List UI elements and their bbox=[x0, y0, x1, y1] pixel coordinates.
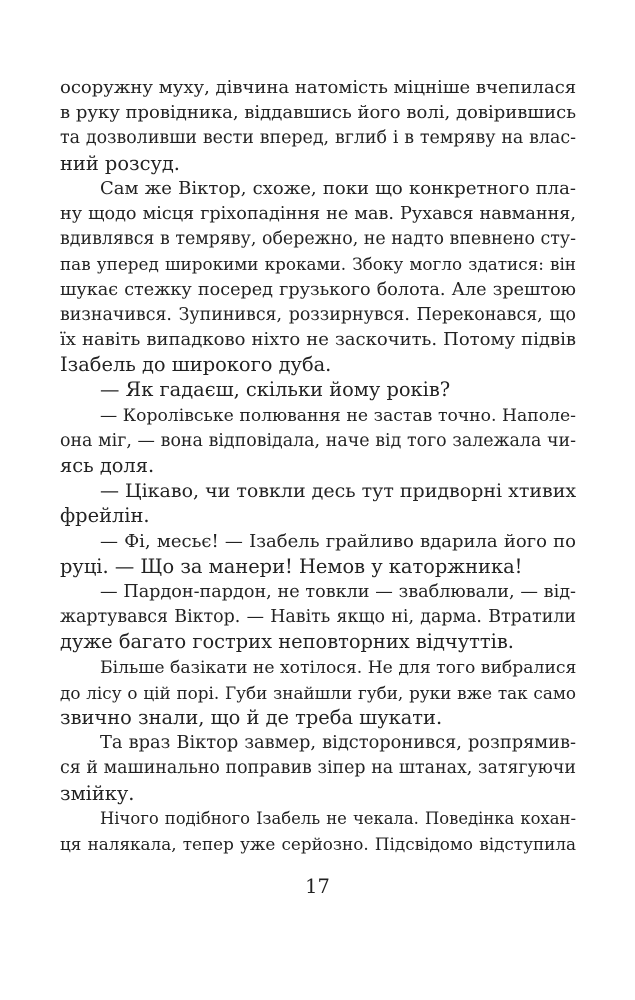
text-line: вдивлявся в темряву, обережно, не надто впевнено сту- bbox=[60, 229, 576, 250]
text-line: осоружну муху, дівчина натомість міцніше вчепилася bbox=[60, 77, 577, 98]
text-line: ся й машинально поправив зіпер на штанах, затягуючи bbox=[60, 758, 576, 779]
text-line: дуже багато гострих неповторних відчуттів. bbox=[60, 630, 514, 654]
paragraph-first-line: — Фі, месьє! — Ізабель грайливо вдарила його по bbox=[100, 530, 576, 552]
text-line: пав уперед широкими кроками. Збоку могло здатися: він bbox=[60, 254, 576, 275]
text-line: до лісу о цій порі. Губи знайшли губи, руки вже так само bbox=[60, 682, 576, 703]
paragraph-first-line: — Королівське полювання не застав точно. Наполе- bbox=[100, 405, 576, 426]
text-line: в руку провідника, віддавшись його волі, довірившись bbox=[60, 102, 577, 124]
text-line: фрейлін. bbox=[60, 504, 150, 528]
paragraph-first-line: Сам же Віктор, схоже, поки що конкретного пла- bbox=[100, 177, 576, 199]
paragraph-first-line: — Як гадаєш, скільки йому років? bbox=[100, 378, 451, 402]
text-line: ясь доля. bbox=[60, 454, 155, 477]
text-line: жартувався Віктор. — Навіть якщо ні, дарма. Втратили bbox=[60, 607, 576, 628]
text-line: руці. — Що за манери! Немов у каторжника! bbox=[60, 554, 523, 578]
text-line: визначився. Зупинився, роззирнувся. Переконався, що bbox=[60, 304, 576, 325]
text-line: шукає стежку посеред грузького болота. Але зрештою bbox=[60, 279, 576, 300]
text-line: ну щодо місця гріхопадіння не мав. Рухався навмання, bbox=[60, 204, 576, 224]
text-line: она міг, — вона відповідала, наче від того залежала чи- bbox=[60, 430, 576, 451]
paragraph-first-line: Та враз Віктор завмер, відсторонився, розпрямив- bbox=[100, 732, 576, 754]
text-line: Ізабель до широкого дуба. bbox=[60, 353, 332, 377]
text-line: звично знали, що й де треба шукати. bbox=[60, 706, 443, 729]
text-line: та дозволивши вести вперед, вглиб і в темряву на влас- bbox=[60, 128, 576, 149]
paragraph-first-line: — Пардон-пардон, не товкли — зваблювали, — від- bbox=[100, 582, 576, 602]
text-line: ця налякала, тепер уже серйозно. Підсвідомо відступила bbox=[60, 834, 576, 854]
paragraph-first-line: — Цікаво, чи товкли десь тут придворні хтивих bbox=[100, 480, 577, 503]
text-line: ний розсуд. bbox=[60, 151, 180, 175]
text-line: їх навіть випадково ніхто не заскочить. Потому підвів bbox=[60, 329, 576, 350]
page-number: 17 bbox=[305, 875, 330, 899]
paragraph-first-line: Більше базікати не хотілося. Не для того вибралися bbox=[100, 657, 577, 678]
text-line: змійку. bbox=[60, 781, 135, 805]
paragraph-first-line: Нічого подібного Ізабель не чекала. Поведінка кохан- bbox=[100, 808, 576, 828]
